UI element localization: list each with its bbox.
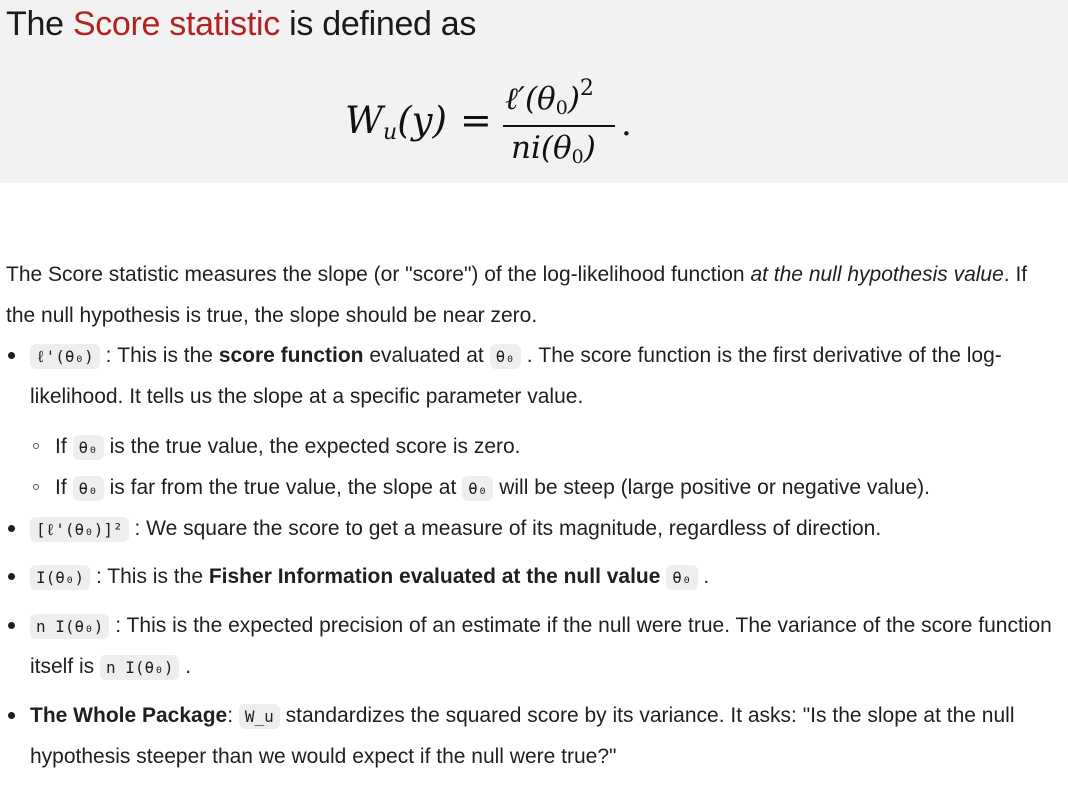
precision-text-2: . (179, 655, 192, 678)
fisher-bold: Fisher Information evaluated at the null value (208, 565, 661, 588)
score-statistic-formula (345, 68, 645, 178)
numerator-main: ℓ′(θ (505, 81, 556, 117)
precision-text-1: : This is the expected precision of an estimate if the null were true. The variance of the score function itself is (30, 614, 1052, 678)
code-w-u: W_u (239, 704, 280, 729)
definition-heading (6, 2, 476, 46)
code-theta0: θ₀ (73, 435, 104, 460)
formula-period: . (621, 104, 632, 144)
score-function-text-3: . The score function is the first derivative of the log-likelihood. It tells us the slope at a specific parameter value. (30, 344, 1002, 408)
sub-bullet-true-value (0, 427, 1068, 468)
explanation-list (0, 336, 1068, 777)
fisher-text-1: : This is the (90, 565, 209, 588)
code-theta0: θ₀ (666, 565, 697, 590)
formula-lhs-subscript: u (383, 120, 398, 145)
code-squared-score: [ℓ'(θ₀)]² (30, 517, 129, 542)
formula-lhs-symbol: W (345, 99, 384, 142)
definition-box (0, 0, 1068, 183)
whole-text-1: : (227, 704, 239, 727)
formula-lhs-arg: (y) (397, 99, 447, 142)
intro-text-1: The Score statistic measures the slope (or "score") of the log-likelihood function (6, 263, 751, 286)
sub-bullet-far-value (0, 468, 1068, 509)
score-function-text-2: evaluated at (363, 344, 490, 367)
denominator-main: ni(θ (511, 130, 572, 166)
squared-text: : We square the score to get a measure of its magnitude, regardless of direction. (128, 517, 882, 540)
code-score-function: ℓ'(θ₀) (30, 344, 100, 369)
numerator-subscript: 0 (555, 97, 568, 119)
formula-lhs (345, 99, 447, 145)
intro-text-2: . If the null hypothesis is true, the slope should be near zero. (6, 263, 1028, 327)
bullet-expected-precision (0, 606, 1068, 688)
whole-package-bold: The Whole Package (30, 704, 228, 727)
intro-paragraph (6, 254, 1056, 336)
sub1-text-2: is the true value, the expected score is zero. (103, 435, 521, 458)
code-fisher-information: I(θ₀) (30, 565, 90, 590)
code-theta0: θ₀ (462, 476, 493, 501)
score-statistic-term: Score statistic (72, 5, 280, 43)
bullet-whole-package (0, 696, 1068, 777)
score-function-text-1: : This is the (99, 344, 219, 367)
numerator-close: ) (567, 81, 580, 117)
numerator-power: 2 (579, 76, 594, 101)
fraction-bar (503, 125, 615, 127)
code-n-fisher: n I(θ₀) (30, 614, 109, 639)
code-n-fisher: n I(θ₀) (100, 655, 179, 680)
bullet-fisher-information (0, 557, 1068, 598)
code-theta0: θ₀ (490, 344, 521, 369)
sub2-text-3: will be steep (large positive or negative value). (493, 476, 930, 499)
fisher-text-3: . (697, 565, 710, 588)
heading-text-before: The (6, 5, 73, 43)
denominator-subscript: 0 (571, 146, 584, 168)
formula-equals: = (460, 98, 492, 142)
heading-text-after: is defined as (279, 5, 477, 43)
formula-numerator (505, 76, 594, 119)
sub2-text-1: If (55, 476, 73, 499)
denominator-close: ) (583, 130, 596, 166)
sub2-text-2: is far from the true value, the slope at (103, 476, 463, 499)
code-theta0: θ₀ (73, 476, 104, 501)
list-spacer (0, 417, 1068, 427)
bullet-squared-score (0, 509, 1068, 550)
bullet-score-function (0, 336, 1068, 417)
whole-text-2: standardizes the squared score by its variance. It asks: "Is the slope at the null hypothesis steeper than we would expect if the null were true?" (30, 704, 1015, 768)
sub1-text-1: If (55, 435, 73, 458)
intro-italic: at the null hypothesis value (750, 263, 1004, 286)
score-function-bold: score function (218, 344, 364, 367)
formula-denominator (511, 130, 596, 168)
